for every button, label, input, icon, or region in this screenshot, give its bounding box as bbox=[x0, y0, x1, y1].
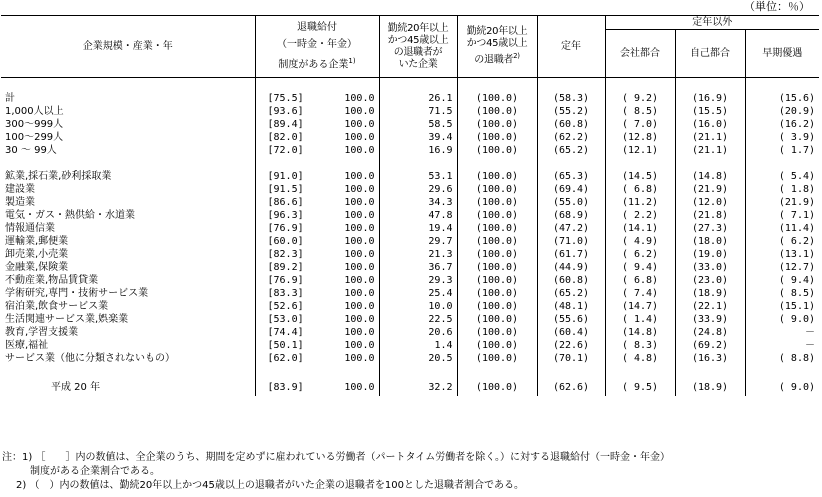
cell-early: ( 1.8) bbox=[745, 183, 819, 196]
cell-company-reason: ( 6.8) bbox=[605, 274, 675, 287]
cell-company: 29.7 bbox=[379, 235, 457, 248]
cell-company-reason: ( 6.2) bbox=[605, 248, 675, 261]
row-name: 計 bbox=[5, 93, 15, 104]
cell-own-reason: (18.9) bbox=[675, 378, 745, 396]
row-name: 鉱業,採石業,砂利採取業 bbox=[5, 171, 112, 182]
cell-company: 10.0 bbox=[379, 300, 457, 313]
cell-retirees: (100.0) bbox=[457, 274, 537, 287]
cell-mandatory: (22.6) bbox=[537, 339, 605, 352]
cell-early: － bbox=[745, 339, 819, 352]
cell-mandatory: (71.0) bbox=[537, 235, 605, 248]
row-name: サービス業（他に分類されないもの） bbox=[5, 353, 175, 364]
table-row bbox=[1, 209, 819, 222]
table-row bbox=[1, 183, 819, 196]
cell-system: [72.0] bbox=[255, 144, 305, 157]
cell-retirees: (100.0) bbox=[457, 183, 537, 196]
cell-system: [82.3] bbox=[255, 248, 305, 261]
cell-system: [76.9] bbox=[255, 222, 305, 235]
header-category: 企業規模・産業・年 bbox=[1, 16, 255, 78]
cell-early: ( 9.0) bbox=[745, 378, 819, 396]
cell-base: 100.0 bbox=[344, 223, 375, 234]
cell-company-reason: ( 6.8) bbox=[605, 183, 675, 196]
cell-mandatory: (69.4) bbox=[537, 183, 605, 196]
cell-base: 100.0 bbox=[344, 340, 375, 351]
cell-company-reason: ( 7.4) bbox=[605, 287, 675, 300]
cell-system: [50.1] bbox=[255, 339, 305, 352]
cell-own-reason: (14.8) bbox=[675, 170, 745, 183]
cell-company-reason: ( 9.5) bbox=[605, 378, 675, 396]
cell-company: 32.2 bbox=[379, 378, 457, 396]
cell-system: [83.9] bbox=[255, 378, 305, 396]
cell-base: 100.0 bbox=[344, 353, 375, 364]
spacer-row bbox=[1, 365, 819, 378]
cell-own-reason: (24.8) bbox=[675, 326, 745, 339]
cell-retirees: (100.0) bbox=[457, 131, 537, 144]
row-name: 学術研究,専門・技術サービス業 bbox=[5, 288, 149, 299]
row-name: 製造業 bbox=[5, 197, 35, 208]
cell-base: 100.0 bbox=[344, 197, 375, 208]
cell-early: (11.4) bbox=[745, 222, 819, 235]
cell-own-reason: (22.1) bbox=[675, 300, 745, 313]
cell-mandatory: (65.2) bbox=[537, 144, 605, 157]
row-name: 教育,学習支援業 bbox=[5, 327, 79, 338]
header-retirement-system-label: 退職給付 （一時金・年金） 制度がある企業 bbox=[277, 22, 357, 71]
table-row bbox=[1, 339, 819, 352]
spacer-row bbox=[1, 78, 819, 93]
cell-mandatory: (60.8) bbox=[537, 274, 605, 287]
footnote-2 bbox=[2, 479, 817, 493]
row-name: 情報通信業 bbox=[5, 223, 55, 234]
cell-own-reason: (21.9) bbox=[675, 183, 745, 196]
cell-early: (13.1) bbox=[745, 248, 819, 261]
row-name: 100～299人 bbox=[5, 132, 64, 143]
table-row bbox=[1, 235, 819, 248]
cell-own-reason: (16.0) bbox=[675, 118, 745, 131]
cell-company: 26.1 bbox=[379, 92, 457, 105]
cell-mandatory: (48.1) bbox=[537, 300, 605, 313]
cell-base: 100.0 bbox=[344, 275, 375, 286]
cell-company: 20.6 bbox=[379, 326, 457, 339]
cell-own-reason: (33.0) bbox=[675, 261, 745, 274]
cell-company: 22.5 bbox=[379, 313, 457, 326]
cell-company: 19.4 bbox=[379, 222, 457, 235]
table-row bbox=[1, 313, 819, 326]
cell-company-reason: ( 1.4) bbox=[605, 313, 675, 326]
cell-company: 47.8 bbox=[379, 209, 457, 222]
cell-base: 100.0 bbox=[344, 106, 375, 117]
table-row bbox=[1, 118, 819, 131]
header-retirement-system-sup: 1) bbox=[348, 57, 356, 66]
row-name: 不動産業,物品賃貸業 bbox=[5, 275, 99, 286]
cell-mandatory: (61.7) bbox=[537, 248, 605, 261]
cell-retirees: (100.0) bbox=[457, 248, 537, 261]
retirement-benefits-table bbox=[1, 15, 819, 396]
cell-company-reason: (14.5) bbox=[605, 170, 675, 183]
row-name: 運輸業,郵便業 bbox=[5, 236, 69, 247]
cell-own-reason: (21.1) bbox=[675, 144, 745, 157]
cell-retirees: (100.0) bbox=[457, 300, 537, 313]
row-name: 平成 20 年 bbox=[51, 381, 101, 393]
cell-base: 100.0 bbox=[344, 184, 375, 195]
cell-own-reason: (16.9) bbox=[675, 92, 745, 105]
cell-mandatory: (44.9) bbox=[537, 261, 605, 274]
table-row bbox=[1, 326, 819, 339]
table-body bbox=[1, 78, 819, 397]
cell-own-reason: (18.9) bbox=[675, 287, 745, 300]
header-non-mandatory-group: 定年以外 bbox=[605, 16, 819, 30]
cell-system: [89.2] bbox=[255, 261, 305, 274]
cell-company-reason: ( 4.9) bbox=[605, 235, 675, 248]
cell-retirees: (100.0) bbox=[457, 339, 537, 352]
cell-company-reason: ( 7.0) bbox=[605, 118, 675, 131]
table-row bbox=[1, 352, 819, 365]
cell-early: － bbox=[745, 326, 819, 339]
cell-retirees: (100.0) bbox=[457, 287, 537, 300]
footnote-1-text-b: 制度がある企業割合である。 bbox=[30, 466, 160, 477]
row-name: 卸売業,小売業 bbox=[5, 249, 69, 260]
cell-company-reason: ( 8.5) bbox=[605, 105, 675, 118]
table-row bbox=[1, 248, 819, 261]
cell-company: 20.5 bbox=[379, 352, 457, 365]
cell-system: [93.6] bbox=[255, 105, 305, 118]
cell-base: 100.0 bbox=[344, 301, 375, 312]
cell-base: 100.0 bbox=[344, 145, 375, 156]
cell-early: ( 1.7) bbox=[745, 144, 819, 157]
cell-own-reason: (69.2) bbox=[675, 339, 745, 352]
cell-early: ( 9.0) bbox=[745, 313, 819, 326]
cell-company: 16.9 bbox=[379, 144, 457, 157]
header-long-service-retirees-label: 勤続20年以上 かつ45歳以上 の退職者 bbox=[466, 26, 528, 66]
cell-company: 34.3 bbox=[379, 196, 457, 209]
cell-company: 29.6 bbox=[379, 183, 457, 196]
cell-early: ( 5.4) bbox=[745, 170, 819, 183]
table-header bbox=[1, 16, 819, 78]
cell-retirees: (100.0) bbox=[457, 378, 537, 396]
cell-mandatory: (65.2) bbox=[537, 287, 605, 300]
cell-mandatory: (55.6) bbox=[537, 313, 605, 326]
cell-own-reason: (18.0) bbox=[675, 235, 745, 248]
row-name: 30 ～ 99人 bbox=[5, 145, 57, 156]
table-row bbox=[1, 131, 819, 144]
cell-retirees: (100.0) bbox=[457, 105, 537, 118]
cell-base: 100.0 bbox=[344, 327, 375, 338]
cell-system: [89.4] bbox=[255, 118, 305, 131]
cell-system: [52.6] bbox=[255, 300, 305, 313]
cell-own-reason: (21.8) bbox=[675, 209, 745, 222]
cell-system: [76.9] bbox=[255, 274, 305, 287]
cell-retirees: (100.0) bbox=[457, 170, 537, 183]
cell-early: ( 8.5) bbox=[745, 287, 819, 300]
cell-mandatory: (62.2) bbox=[537, 131, 605, 144]
cell-base: 100.0 bbox=[344, 93, 375, 104]
cell-mandatory: (62.6) bbox=[537, 378, 605, 396]
footnote-2-text: （ ）内の数値は、勤続20年以上かつ45歳以上の退職者がいた企業の退職者を100とした退職者割合である。 bbox=[29, 480, 524, 491]
cell-company-reason: ( 8.3) bbox=[605, 339, 675, 352]
cell-company-reason: (14.7) bbox=[605, 300, 675, 313]
table-row bbox=[1, 105, 819, 118]
cell-company-reason: ( 9.2) bbox=[605, 92, 675, 105]
cell-own-reason: (19.0) bbox=[675, 248, 745, 261]
cell-system: [60.0] bbox=[255, 235, 305, 248]
cell-company: 58.5 bbox=[379, 118, 457, 131]
cell-base: 100.0 bbox=[344, 314, 375, 325]
cell-mandatory: (70.1) bbox=[537, 352, 605, 365]
cell-system: [83.3] bbox=[255, 287, 305, 300]
cell-mandatory: (68.9) bbox=[537, 209, 605, 222]
footnote-1-continued bbox=[2, 465, 817, 479]
cell-system: [91.5] bbox=[255, 183, 305, 196]
cell-retirees: (100.0) bbox=[457, 118, 537, 131]
row-name: 建設業 bbox=[5, 184, 35, 195]
row-name: 宿泊業,飲食サービス業 bbox=[5, 301, 109, 312]
header-company-reason: 会社都合 bbox=[605, 30, 675, 78]
cell-company: 36.7 bbox=[379, 261, 457, 274]
cell-mandatory: (55.0) bbox=[537, 196, 605, 209]
cell-mandatory: (47.2) bbox=[537, 222, 605, 235]
cell-company: 39.4 bbox=[379, 131, 457, 144]
cell-mandatory: (55.2) bbox=[537, 105, 605, 118]
cell-early: (20.9) bbox=[745, 105, 819, 118]
cell-company-reason: (14.8) bbox=[605, 326, 675, 339]
cell-system: [53.0] bbox=[255, 313, 305, 326]
cell-company: 1.4 bbox=[379, 339, 457, 352]
header-long-service-retirees-sup: 2) bbox=[513, 52, 520, 61]
cell-company-reason: (12.8) bbox=[605, 131, 675, 144]
cell-company: 53.1 bbox=[379, 170, 457, 183]
cell-retirees: (100.0) bbox=[457, 352, 537, 365]
cell-early: (21.9) bbox=[745, 196, 819, 209]
table-row bbox=[1, 274, 819, 287]
cell-retirees: (100.0) bbox=[457, 196, 537, 209]
prior-year-row bbox=[1, 378, 819, 396]
cell-system: [74.4] bbox=[255, 326, 305, 339]
cell-early: ( 7.1) bbox=[745, 209, 819, 222]
row-name: 300～999人 bbox=[5, 119, 64, 130]
cell-base: 100.0 bbox=[344, 288, 375, 299]
cell-mandatory: (60.4) bbox=[537, 326, 605, 339]
header-own-reason: 自己都合 bbox=[675, 30, 745, 78]
cell-retirees: (100.0) bbox=[457, 222, 537, 235]
cell-company-reason: (12.1) bbox=[605, 144, 675, 157]
cell-early: ( 3.9) bbox=[745, 131, 819, 144]
cell-early: (15.1) bbox=[745, 300, 819, 313]
cell-company: 25.4 bbox=[379, 287, 457, 300]
cell-own-reason: (21.1) bbox=[675, 131, 745, 144]
row-name: 生活関連サービス業,娯楽業 bbox=[5, 314, 129, 325]
header-retirement-system-text bbox=[258, 19, 377, 73]
table-row bbox=[1, 170, 819, 183]
cell-base: 100.0 bbox=[344, 249, 375, 260]
cell-own-reason: (23.0) bbox=[675, 274, 745, 287]
spacer-row bbox=[1, 157, 819, 170]
cell-system: [62.0] bbox=[255, 352, 305, 365]
header-retirement-system bbox=[255, 16, 379, 78]
footnote-1-text: ［ ］内の数値は、全企業のうち、期間を定めずに雇われている労働者（パートタイム労働者を除く。）に対する退職給付（一時金・年金） bbox=[35, 452, 671, 463]
cell-company: 21.3 bbox=[379, 248, 457, 261]
cell-own-reason: (12.0) bbox=[675, 196, 745, 209]
header-mandatory-retirement: 定年 bbox=[537, 16, 605, 78]
cell-retirees: (100.0) bbox=[457, 261, 537, 274]
cell-retirees: (100.0) bbox=[457, 92, 537, 105]
cell-system: [82.0] bbox=[255, 131, 305, 144]
cell-company-reason: ( 4.8) bbox=[605, 352, 675, 365]
footnote-label: 注：1) bbox=[2, 452, 33, 463]
cell-company: 29.3 bbox=[379, 274, 457, 287]
cell-mandatory: (60.8) bbox=[537, 118, 605, 131]
cell-company-reason: (11.2) bbox=[605, 196, 675, 209]
cell-own-reason: (16.3) bbox=[675, 352, 745, 365]
cell-base: 100.0 bbox=[344, 171, 375, 182]
cell-company: 71.5 bbox=[379, 105, 457, 118]
cell-base: 100.0 bbox=[344, 236, 375, 247]
cell-system: [96.3] bbox=[255, 209, 305, 222]
table-row bbox=[1, 144, 819, 157]
cell-retirees: (100.0) bbox=[457, 144, 537, 157]
footnote-1 bbox=[2, 451, 817, 465]
table-row bbox=[1, 196, 819, 209]
cell-system: [91.0] bbox=[255, 170, 305, 183]
cell-base: 100.0 bbox=[344, 210, 375, 221]
cell-system: [75.5] bbox=[255, 92, 305, 105]
row-name: 1,000人以上 bbox=[5, 106, 64, 117]
cell-own-reason: (33.9) bbox=[675, 313, 745, 326]
table-row bbox=[1, 287, 819, 300]
cell-early: (12.7) bbox=[745, 261, 819, 274]
row-name: 医療,福祉 bbox=[5, 340, 49, 351]
footnote-2-label: 2) bbox=[16, 480, 27, 491]
cell-mandatory: (58.3) bbox=[537, 92, 605, 105]
table-row bbox=[1, 300, 819, 313]
cell-base: 100.0 bbox=[344, 381, 375, 393]
table-row bbox=[1, 222, 819, 235]
cell-own-reason: (27.3) bbox=[675, 222, 745, 235]
header-early-preferential: 早期優遇 bbox=[745, 30, 819, 78]
row-name: 電気・ガス・熱供給・水道業 bbox=[5, 210, 135, 221]
unit-label: （単位：％） bbox=[744, 0, 810, 13]
cell-base: 100.0 bbox=[344, 132, 375, 143]
row-name: 金融業,保険業 bbox=[5, 262, 69, 273]
cell-retirees: (100.0) bbox=[457, 313, 537, 326]
cell-company-reason: ( 9.4) bbox=[605, 261, 675, 274]
cell-early: (15.6) bbox=[745, 92, 819, 105]
table-row bbox=[1, 92, 819, 105]
header-long-service-retirees bbox=[457, 16, 537, 78]
cell-early: ( 8.8) bbox=[745, 352, 819, 365]
cell-base: 100.0 bbox=[344, 119, 375, 130]
table-row bbox=[1, 261, 819, 274]
cell-company-reason: (14.1) bbox=[605, 222, 675, 235]
cell-early: ( 9.4) bbox=[745, 274, 819, 287]
cell-early: (16.2) bbox=[745, 118, 819, 131]
cell-company-reason: ( 2.2) bbox=[605, 209, 675, 222]
cell-retirees: (100.0) bbox=[457, 209, 537, 222]
header-long-service-company: 勤続20年以上 かつ45歳以上 の退職者が いた企業 bbox=[379, 16, 457, 78]
cell-mandatory: (65.3) bbox=[537, 170, 605, 183]
cell-retirees: (100.0) bbox=[457, 235, 537, 248]
cell-early: ( 6.2) bbox=[745, 235, 819, 248]
cell-system: [86.6] bbox=[255, 196, 305, 209]
cell-retirees: (100.0) bbox=[457, 326, 537, 339]
footnotes bbox=[2, 451, 817, 493]
cell-base: 100.0 bbox=[344, 262, 375, 273]
cell-own-reason: (15.5) bbox=[675, 105, 745, 118]
